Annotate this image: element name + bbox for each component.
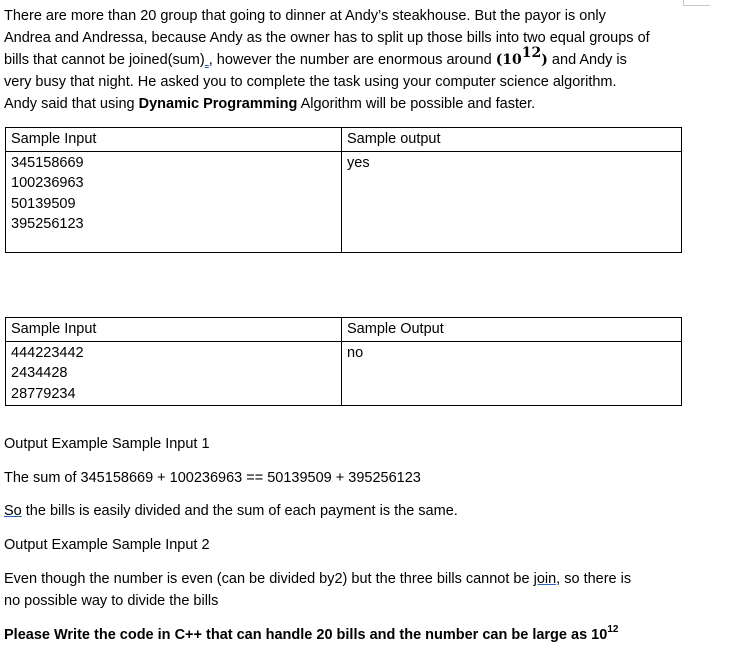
table-2-input-value: 2434428 bbox=[11, 365, 68, 381]
table-1-input-header: Sample Input bbox=[6, 128, 342, 152]
table-1-output-header: Sample output bbox=[342, 128, 682, 152]
math-open: (10 bbox=[495, 52, 522, 68]
table-2-input-value: 444223442 bbox=[11, 344, 84, 361]
final-text: Please Write the code in C++ that can handle 20 bills and the number can be large as bbox=[4, 627, 592, 643]
example-2-line-2: no possible way to divide the bills bbox=[4, 593, 219, 609]
table-1-output-cell bbox=[342, 151, 682, 252]
intro-line-3a: bills that cannot be joined(sum) bbox=[4, 52, 205, 68]
intro-line-5b: Algorithm will be possible and faster. bbox=[297, 96, 536, 112]
table-2-output-value: no bbox=[347, 344, 364, 361]
example-1-title: Output Example Sample Input 1 bbox=[4, 436, 210, 452]
example-1-conclusion bbox=[4, 500, 694, 522]
intro-line-3b: , however the number are enormous around bbox=[208, 52, 496, 68]
table-1-header-row bbox=[6, 128, 682, 152]
so-rest: the bills is easily divided and the sum of each payment is the same. bbox=[21, 503, 458, 519]
final-base: 10 bbox=[591, 627, 608, 643]
table-1-input-cell bbox=[6, 151, 342, 252]
table-2-output-header: Sample Output bbox=[342, 318, 682, 342]
final-exponent: 12 bbox=[607, 624, 619, 636]
intro-line-4: very busy that night. He asked you to complete the task using your computer science algorithm. bbox=[4, 74, 617, 90]
example-2-explanation bbox=[4, 568, 694, 612]
example-2-line-1b: , so there is bbox=[556, 571, 632, 587]
table-2-header-row bbox=[6, 318, 682, 342]
intro-line-2: Andrea and Andressa, because Andy as the owner has to split up those bills into two equal groups of bbox=[4, 30, 650, 46]
table-1-input-value: 100236963 bbox=[11, 175, 84, 191]
table-1-data-row bbox=[6, 151, 682, 252]
intro-line-3c: and Andy is bbox=[547, 52, 627, 68]
table-1-input-value: 395256123 bbox=[11, 216, 84, 232]
final-instruction bbox=[4, 624, 694, 646]
table-2-input-value: 28779234 bbox=[11, 385, 76, 402]
table-2-output-cell bbox=[342, 341, 682, 406]
intro-line-1: There are more than 20 group that going to dinner at Andy’s steakhouse. But the payor is only bbox=[4, 8, 606, 24]
math-close: ) bbox=[541, 52, 548, 68]
math-exponent: 12 bbox=[521, 45, 542, 62]
sample-table-2 bbox=[5, 317, 682, 406]
join-word[interactable]: join bbox=[533, 571, 557, 587]
table-1-input-value: 345158669 bbox=[11, 154, 84, 171]
table-1-output-value: yes bbox=[347, 154, 370, 171]
example-2-title: Output Example Sample Input 2 bbox=[4, 537, 210, 553]
sample-table-1 bbox=[5, 127, 682, 253]
table-1-input-value: 50139509 bbox=[11, 195, 76, 212]
intro-line-5-bold: Dynamic Programming bbox=[138, 96, 298, 112]
intro-paragraph bbox=[4, 5, 688, 115]
example-2-line-1a: Even though the number is even (can be divided by2) but the three bills cannot be bbox=[4, 571, 534, 587]
example-1-sum: The sum of 345158669 + 100236963 == 50139509 + 395256123 bbox=[4, 470, 421, 486]
table-2-input-header: Sample Input bbox=[6, 318, 342, 342]
table-2-data-row bbox=[6, 341, 682, 406]
so-word[interactable]: So bbox=[4, 503, 22, 519]
table-2-input-cell bbox=[6, 341, 342, 406]
intro-line-5a: Andy said that using bbox=[4, 96, 139, 112]
